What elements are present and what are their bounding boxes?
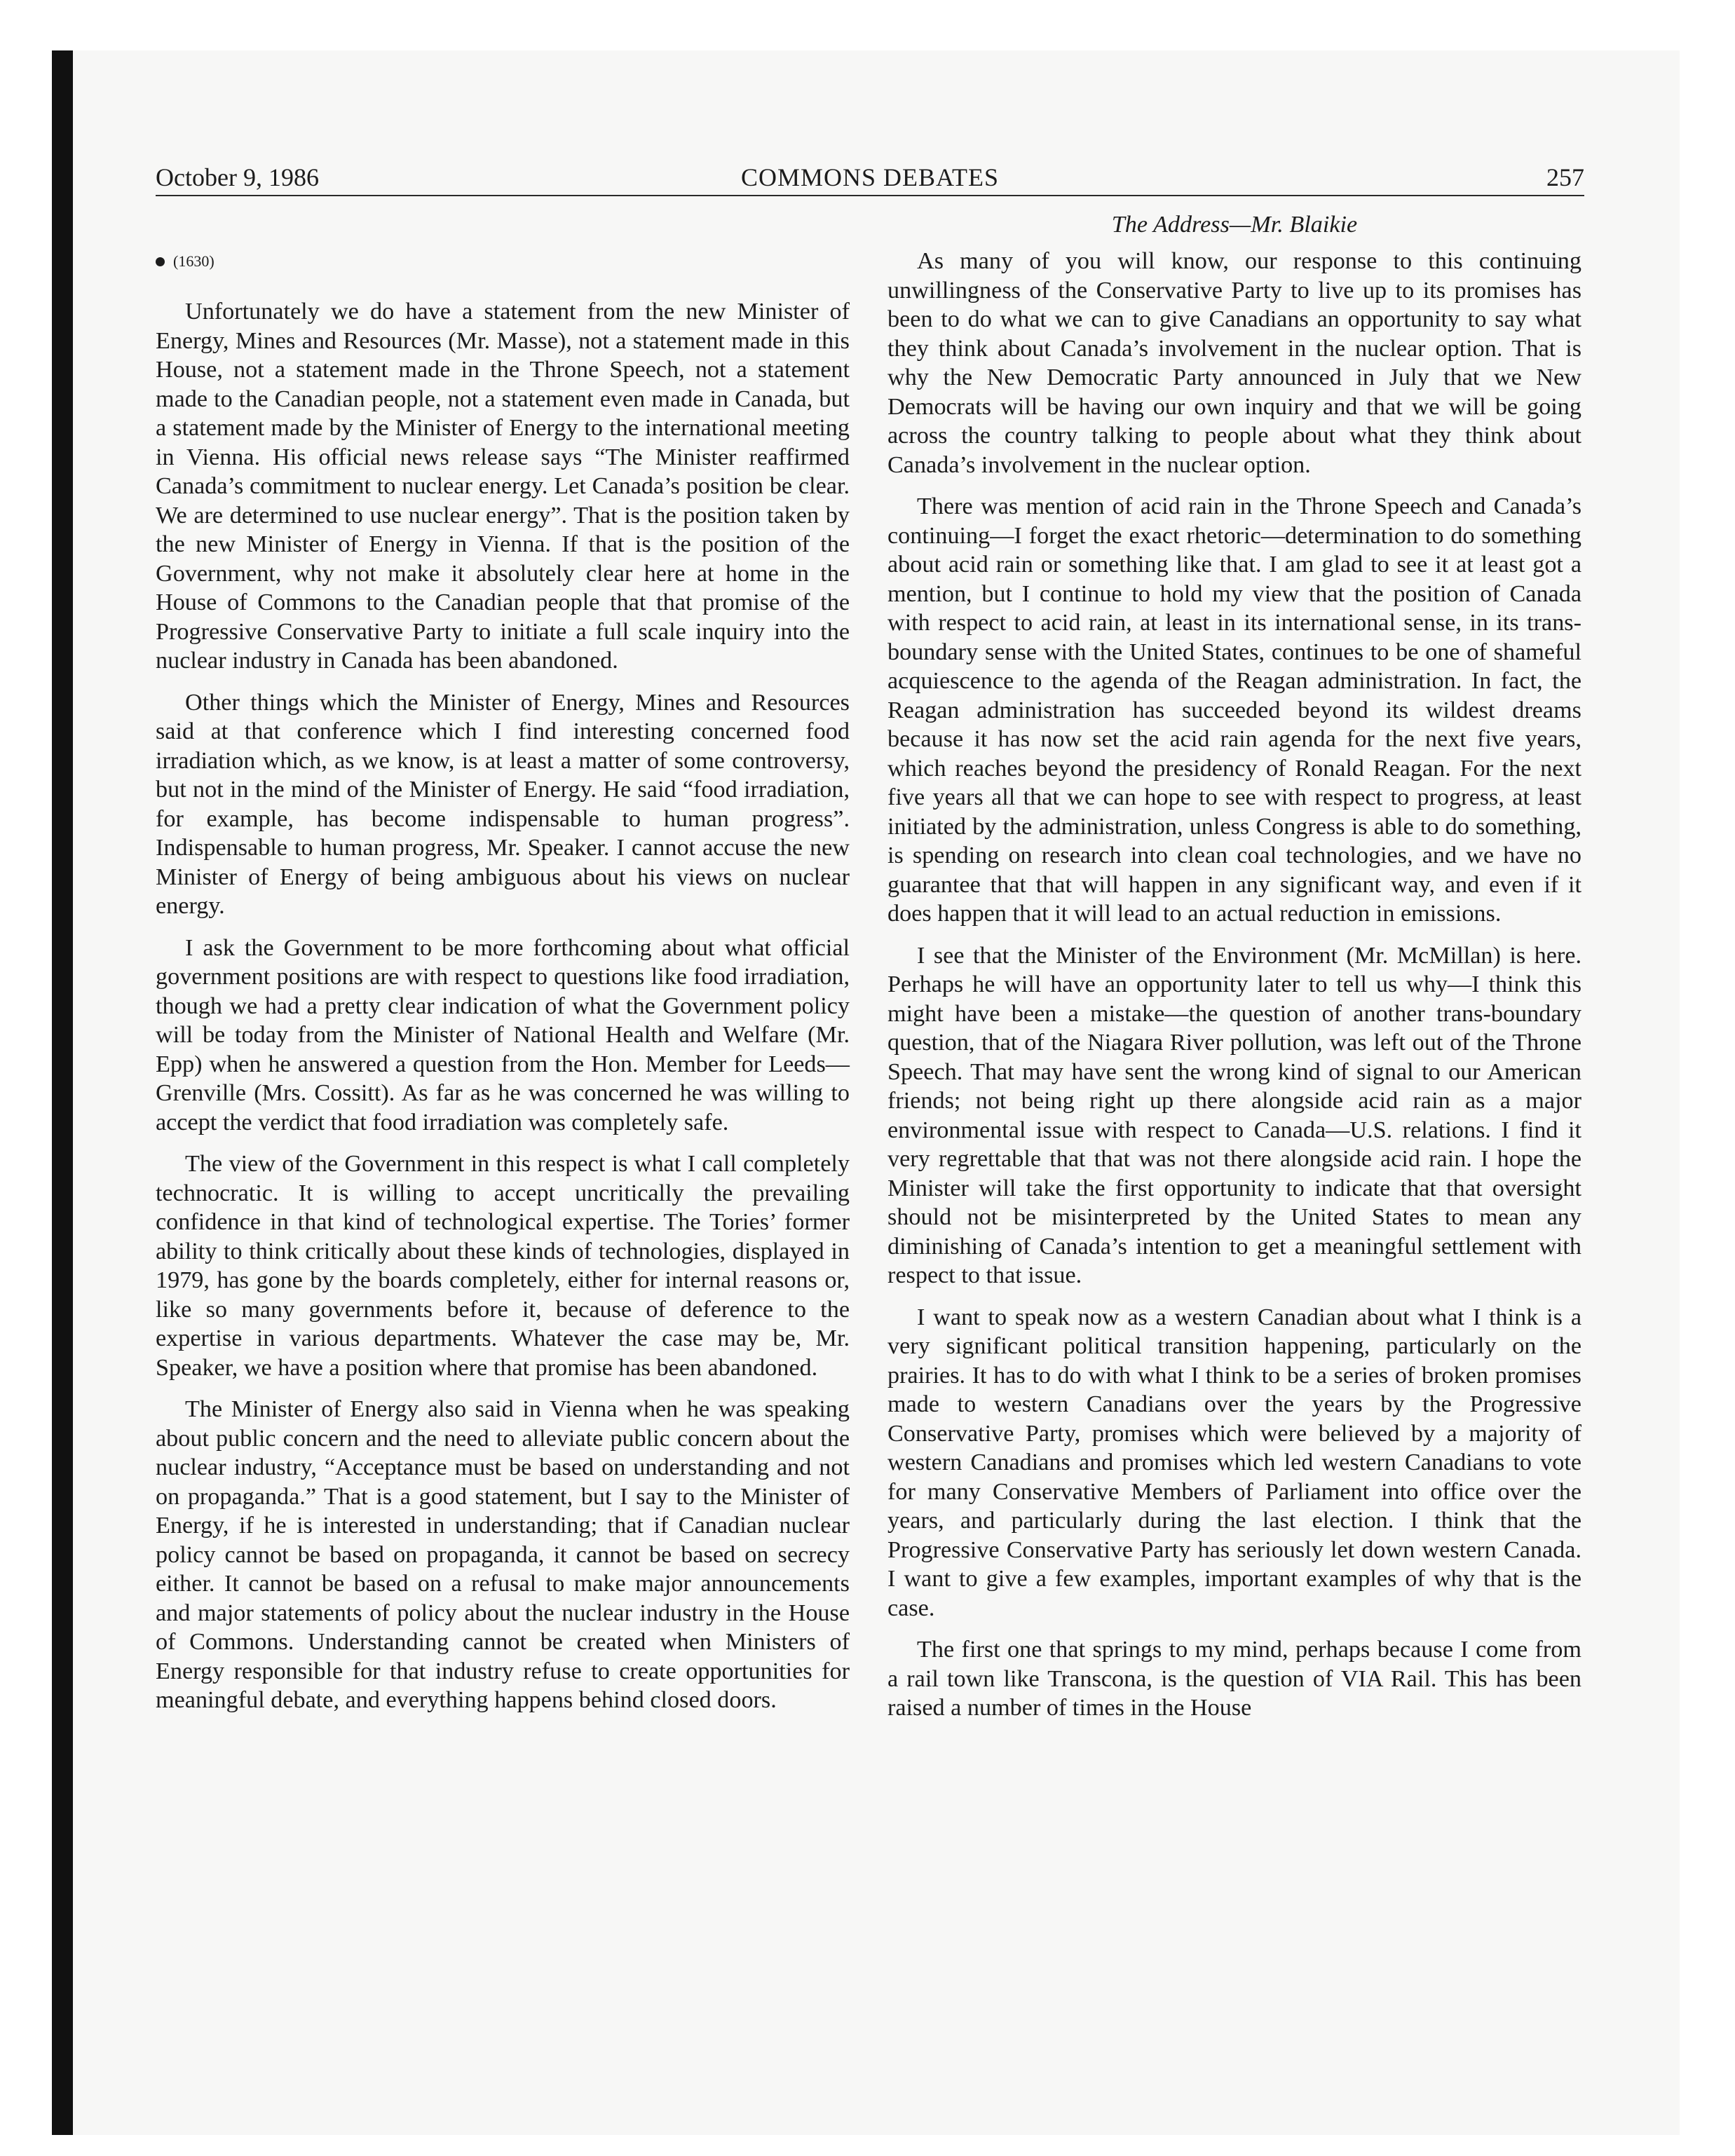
header-rule xyxy=(156,195,1584,196)
page-number: 257 xyxy=(1546,163,1584,191)
header-title: COMMONS DEBATES xyxy=(740,163,1000,191)
running-head: The Address—Mr. Blaikie xyxy=(1111,212,1358,238)
paragraph: Unfortunately we do have a statement from the new Minister of Energy, Mines and Resources (Mr. Masse), not a statement made in this House, not a statement made in the Throne Speech, not a statement made to the Canadian people, not a statement even made in Canada, but a statement made by the Minister of Energy to the international meeting in Vienna. His official news release says “The Minister reaffirmed Canada’s commitment to nuclear energy. Let Canada’s position be clear. We are determined to use nuclear energy”. That is the position taken by the new Minister of Energy in Vienna. If that is the position of the Government, why not make it absolutely clear here at home in the House of Commons to the Canadian people that that promise of the Progressive Conservative Party to initiate a full scale inquiry into the nuclear industry in Canada has been abandoned. xyxy=(156,299,850,674)
page-header xyxy=(156,161,1584,193)
timestamp xyxy=(156,251,850,272)
paragraph: The view of the Government in this respect is what I call completely technocratic. It is willing to accept uncritically the prevailing confidence in that kind of technological expertise. The Tories’ former ability to think critically about these kinds of technologies, displayed in 1979, has gone by the boards completely, either for internal reasons or, like so many governments before it, because of deference to the expertise in various departments. Whatever the case may be, Mr. Speaker, we have a position where that promise has been abandoned. xyxy=(156,1151,850,1381)
paragraph: I see that the Minister of the Environment (Mr. McMillan) is here. Perhaps he will have an opportunity later to tell us why—I think this might have been a mistake—the question of another trans-boundary question, that of the Niagara River pollution, was left out of the Throne Speech. That may have sent the wrong kind of signal to our American friends; not being right up there alongside acid rain as a major environmental issue with respect to Canada—U.S. relations. I find it very regrettable that that was not there alongside acid rain. I hope the Minister will take the first opportunity to indicate that that oversight should not be misinterpreted by the United States to mean any diminishing of Canada’s intention to get a meaningful settlement with respect to that issue. xyxy=(887,942,1581,1288)
paragraph: I ask the Government to be more forthcoming about what official government positions are with respect to questions like food irradiation, though we had a pretty clear indication of what the Government policy will be today from the Minister of National Health and Welfare (Mr. Epp) when he answered a question from the Hon. Member for Leeds—Grenville (Mrs. Cossitt). As far as he was concerned he was willing to accept the verdict that food irradiation was completely safe. xyxy=(156,934,850,1135)
paragraph: The first one that springs to my mind, perhaps because I come from a rail town like Transcona, is the question of VIA Rail. This has been raised a number of times in the House xyxy=(887,1637,1581,1721)
paragraph: As many of you will know, our response to this continuing unwillingness of the Conservative Party to live up to its promises has been to do what we can to give Canadians an opportunity to say what they think about Canada’s involvement in the nuclear option. That is why the New Democratic Party announced in July that we New Democrats will be having our own inquiry and that we will be going across the country talking to people about what they think about Canada’s involvement in the nuclear option. xyxy=(887,248,1581,478)
paragraph: The Minister of Energy also said in Vienna when he was speaking about public concern and the need to alleviate public concern about the nuclear industry, “Acceptance must be based on understanding and not on propaganda.” That is a good statement, but I say to the Minister of Energy, if he is interested in understanding; that if Canadian nuclear policy cannot be based on propaganda, it cannot be based on secrecy either. It cannot be based on a refusal to make major announcements and major statements of policy about the nuclear industry in the House of Commons. Understanding cannot be created when Ministers of Energy responsible for that industry refuse to create opportunities for meaningful debate, and everything happens behind closed doors. xyxy=(156,1396,850,1713)
timestamp-text: (1630) xyxy=(173,252,215,270)
paragraph: I want to speak now as a western Canadian about what I think is a very significant political transition happening, particularly on the prairies. It has to do with what I think to be a series of broken promises made to western Canadians over the years by the Progressive Conservative Party, promises which were believed by a majority of western Canadians and promises which led western Canadians to vote for many Conservative Members of Parliament into office over the years, and particularly during the last election. I think that the Progressive Conservative Party has seriously let down western Canada. I want to give a few examples, important examples of why that is the case. xyxy=(887,1304,1581,1621)
left-column xyxy=(156,251,850,1728)
scan-edge xyxy=(52,50,73,2135)
right-column xyxy=(887,210,1581,1735)
paragraph: There was mention of acid rain in the Throne Speech and Canada’s continuing—I forget the exact rhetoric—determination to do something about acid rain or something like that. I am glad to see it at least got a mention, but I continue to hold my view that the position of Canada with respect to acid rain, at least in its international sense, in its trans-boundary sense with the United States, continues to be one of shameful acquiescence to the agenda of the Reagan administration. In fact, the Reagan administration has succeeded beyond its wildest dreams because it has now set the acid rain agenda for the next five years, which reaches beyond the presidency of Ronald Reagan. For the next five years all that we can hope to see with respect to progress, at least initiated by the administration, unless Congress is able to do something, is spending on research into clean coal technologies, and we have no guarantee that that will happen in any significant way, and even if it does happen that it will lead to an actual reduction in emissions. xyxy=(887,493,1581,927)
header-date: October 9, 1986 xyxy=(156,163,319,191)
bullet-icon xyxy=(156,257,165,266)
paragraph: Other things which the Minister of Energy, Mines and Resources said at that conference which I find interesting concerned food irradiation which, as we know, is at least a matter of some controversy, but not in the mind of the Minister of Energy. He said “food irradiation, for example, has become indispensable to human progress”. Indispensable to human progress, Mr. Speaker. I cannot accuse the new Minister of Energy of being ambiguous about his views on nuclear energy. xyxy=(156,689,850,919)
